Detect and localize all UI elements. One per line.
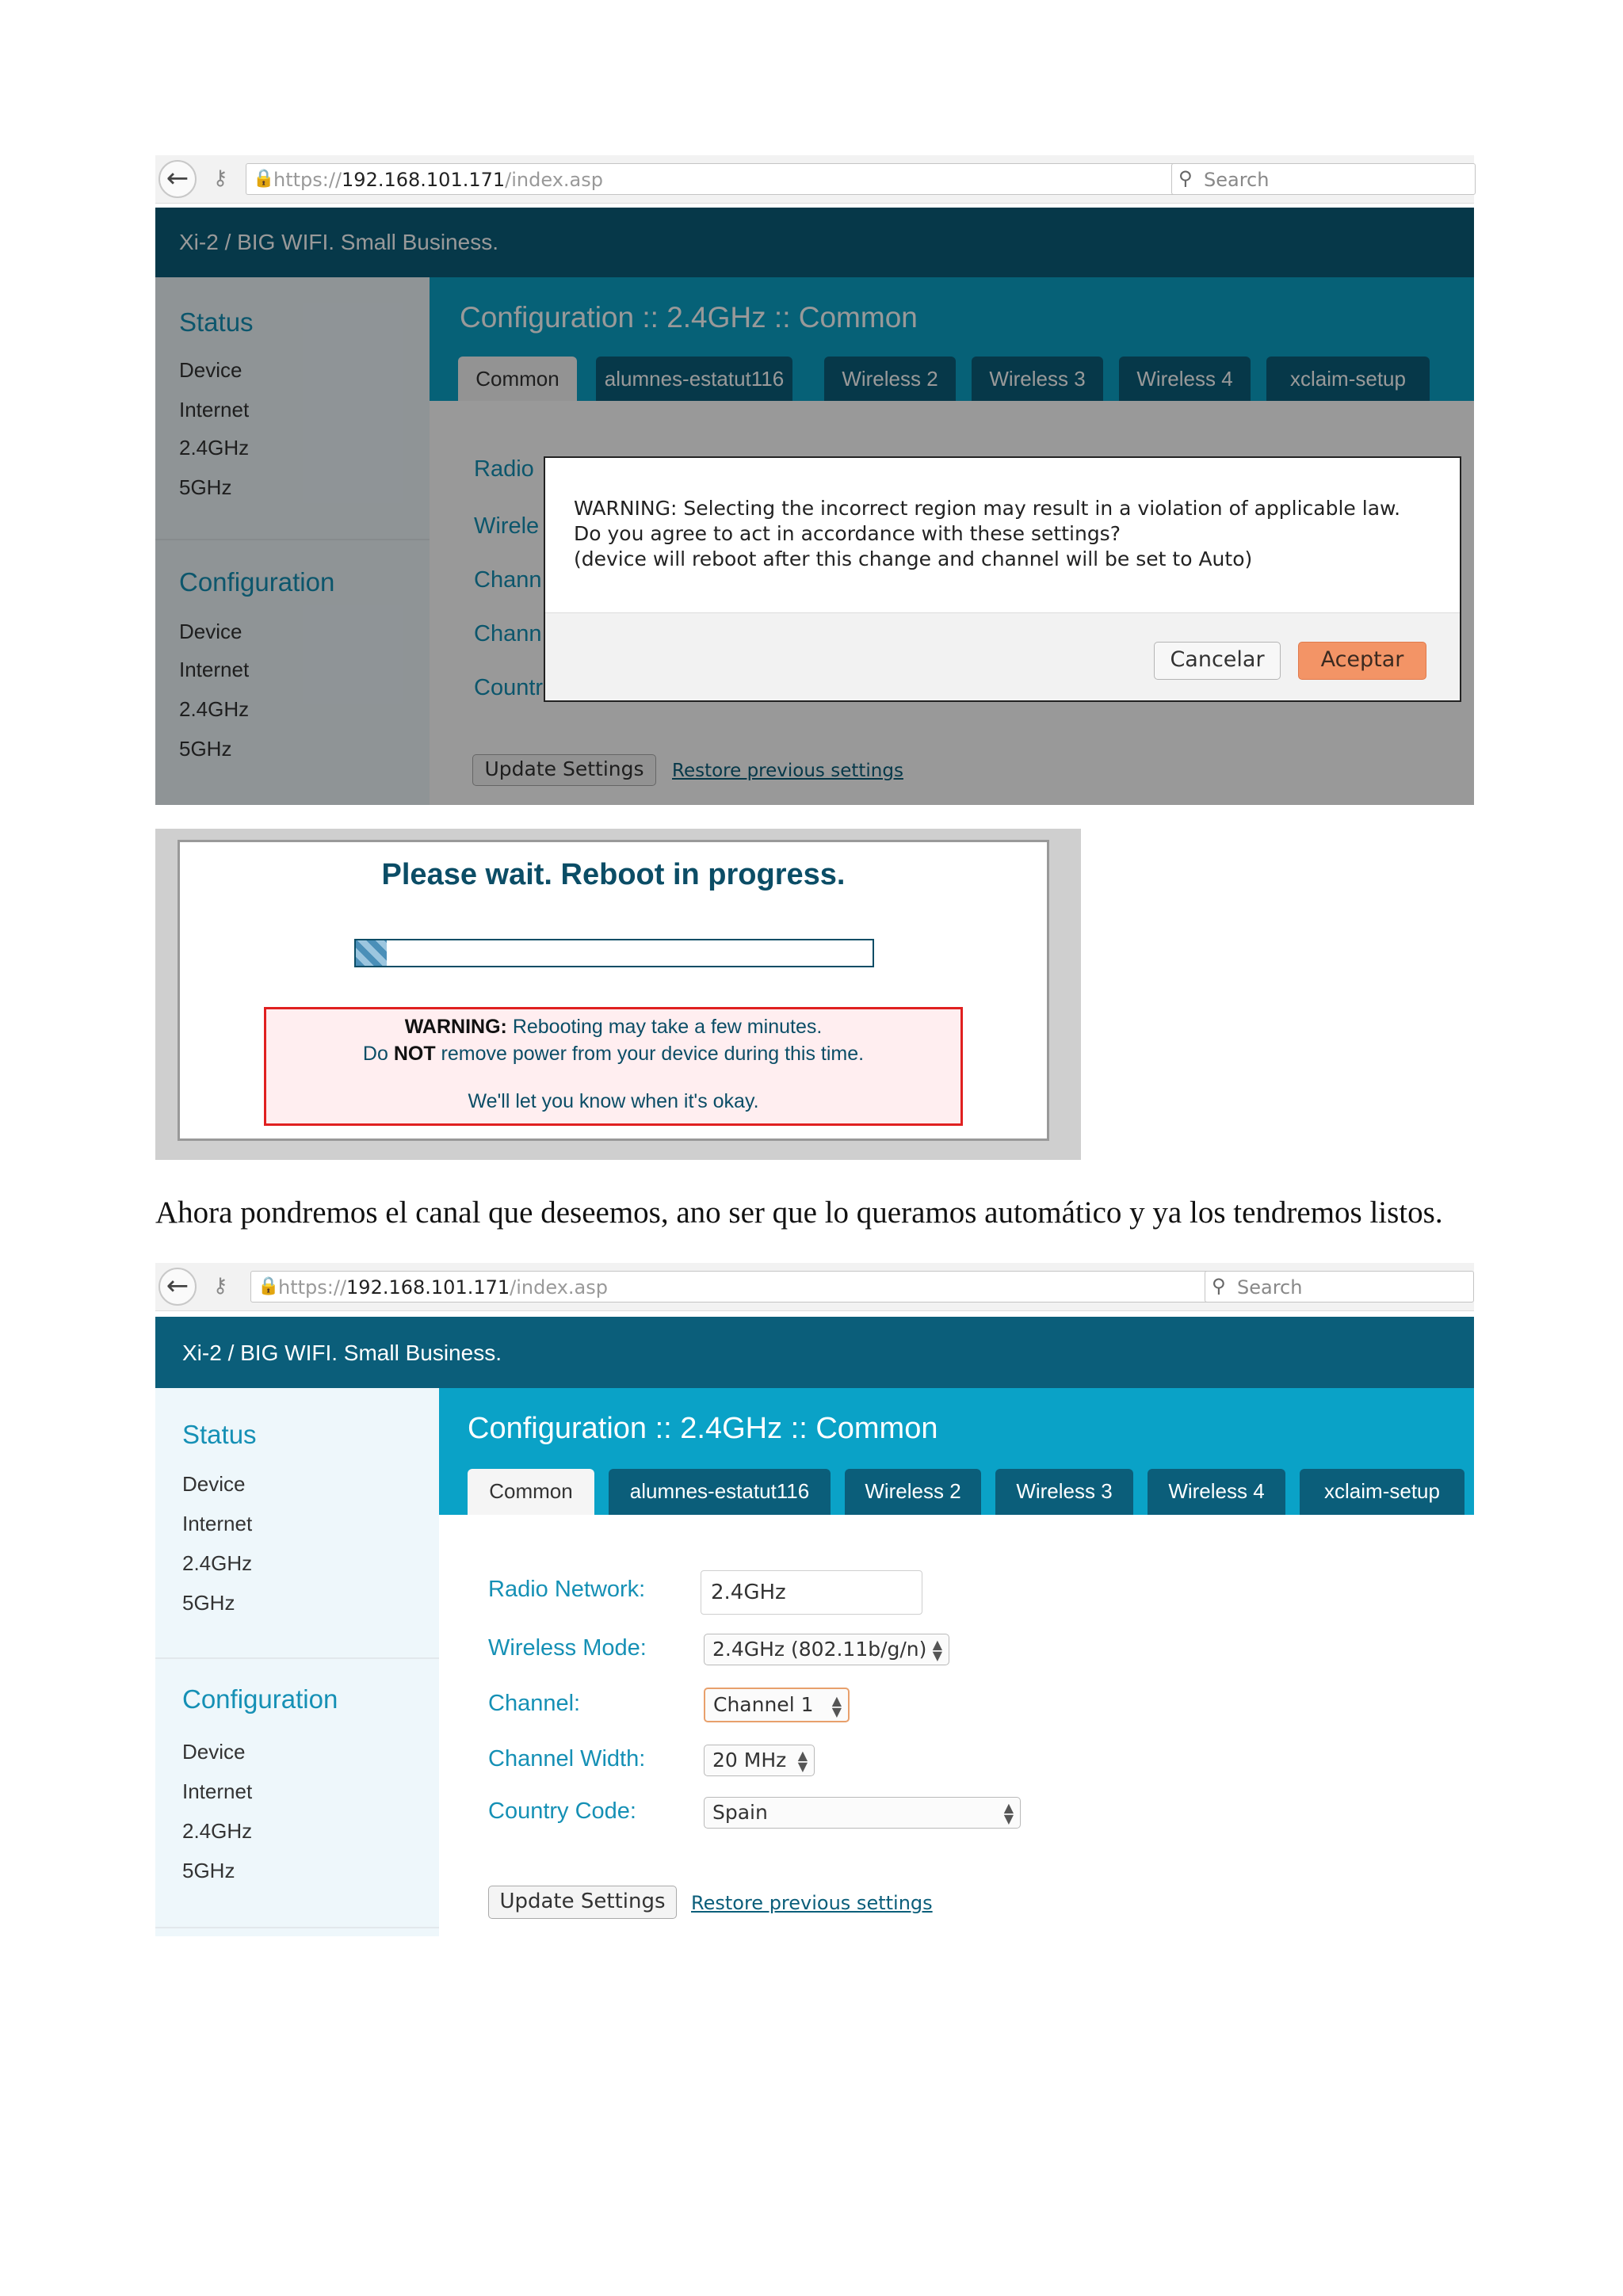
accept-button[interactable]: Aceptar (1298, 642, 1426, 680)
document-caption: Ahora pondremos el canal que deseemos, ano ser que lo queramos automático y ya los tendremos listos. (155, 1196, 1443, 1230)
sidebar-item-config-5ghz[interactable]: 5GHz (179, 737, 232, 761)
search-input: Search (1237, 1276, 1303, 1299)
sidebar-item-2-4ghz[interactable]: 2.4GHz (182, 1551, 253, 1575)
lock-icon: 🔒 (258, 1276, 280, 1296)
reboot-progress-bar (354, 939, 874, 967)
key-icon[interactable]: ⚷ (212, 1274, 228, 1298)
reboot-title: Please wait. Reboot in progress. (381, 858, 846, 891)
url-text: https://192.168.101.171/index.asp (273, 169, 603, 191)
wireless-mode-select[interactable] (704, 1634, 949, 1665)
dialog-line-1: WARNING: Selecting the incorrect region may result in a violation of applicable law. (574, 497, 1401, 520)
field-label-country: Countr (474, 675, 544, 700)
sidebar-item-config-2-4ghz[interactable]: 2.4GHz (182, 1819, 253, 1843)
sidebar-item-config-2-4ghz[interactable]: 2.4GHz (179, 697, 250, 721)
dialog-line-2: Do you agree to act in accordance with these settings? (574, 522, 1121, 545)
sidebar-item-config-device[interactable]: Device (179, 620, 242, 643)
key-icon[interactable]: ⚷ (212, 166, 228, 190)
restore-settings-link[interactable]: Restore previous settings (672, 761, 903, 781)
channel-select[interactable] (704, 1688, 850, 1722)
url-text: https://192.168.101.171/index.asp (278, 1276, 608, 1299)
sidebar (155, 1388, 439, 1936)
sidebar-heading-status: Status (179, 307, 254, 337)
field-label-channel: Chann (474, 567, 542, 593)
sidebar-heading-configuration: Configuration (179, 567, 335, 597)
dialog-footer (545, 612, 1460, 700)
sidebar-item-config-internet[interactable]: Internet (179, 658, 250, 681)
tab-wireless-2[interactable]: Wireless 2 (845, 1469, 981, 1515)
warning-line-1: WARNING: Rebooting may take a few minutes. (404, 1016, 823, 1038)
search-icon: ⚲ (1178, 167, 1193, 189)
tab-wireless-2[interactable]: Wireless 2 (824, 357, 956, 401)
page-title: Configuration :: 2.4GHz :: Common (468, 1412, 938, 1445)
field-label-channel-width: Chann (474, 621, 542, 646)
reboot-progress-fill (356, 940, 387, 966)
warning-line-2: Do NOT remove power from your device during this time. (362, 1043, 865, 1065)
select-arrows-icon: ▲ ▼ (1003, 1800, 1014, 1826)
sidebar-item-config-device[interactable]: Device (182, 1740, 246, 1764)
back-arrow-icon[interactable]: ← (158, 1268, 197, 1306)
wireless-mode-label: Wireless Mode: (488, 1635, 647, 1661)
select-arrows-icon: ▲ ▼ (797, 1748, 808, 1774)
wireless-mode-value: 2.4GHz (802.11b/g/n) (712, 1638, 927, 1661)
country-code-label: Country Code: (488, 1798, 636, 1824)
sidebar-item-device[interactable]: Device (182, 1472, 246, 1496)
select-arrows-icon: ▲ ▼ (932, 1637, 942, 1663)
reboot-warning-box (264, 1007, 963, 1126)
app-title: Xi-2 / BIG WIFI. Small Business. (182, 1341, 502, 1365)
tab-alumnes-estatut116[interactable]: alumnes-estatut116 (596, 357, 792, 401)
tab-wireless-3[interactable]: Wireless 3 (972, 357, 1103, 401)
sidebar-item-config-internet[interactable]: Internet (182, 1779, 253, 1803)
browser-toolbar (155, 155, 1474, 204)
region-warning-dialog (544, 456, 1461, 702)
tab-common[interactable]: Common (468, 1469, 594, 1515)
channel-label: Channel: (488, 1691, 581, 1716)
cancel-button[interactable]: Cancelar (1154, 642, 1281, 680)
sidebar-divider-bottom (155, 1927, 439, 1928)
tab-wireless-4[interactable]: Wireless 4 (1119, 357, 1251, 401)
radio-network-field[interactable]: 2.4GHz (701, 1570, 922, 1615)
radio-network-label: Radio Network: (488, 1577, 646, 1602)
url-bar[interactable] (250, 1271, 1339, 1302)
tab-xclaim-setup[interactable]: xclaim-setup (1300, 1469, 1465, 1515)
tab-xclaim-setup[interactable]: xclaim-setup (1266, 357, 1430, 401)
search-input: Search (1204, 169, 1270, 191)
search-icon: ⚲ (1212, 1275, 1226, 1297)
sidebar-heading-status: Status (182, 1420, 257, 1449)
sidebar-item-5ghz[interactable]: 5GHz (182, 1591, 235, 1615)
field-label-wireless: Wirele (474, 513, 540, 539)
country-code-value: Spain (712, 1801, 768, 1824)
config-form (439, 1515, 1474, 1936)
sidebar-item-2-4ghz[interactable]: 2.4GHz (179, 436, 250, 460)
lock-icon: 🔒 (253, 169, 275, 189)
tab-alumnes-estatut116[interactable]: alumnes-estatut116 (609, 1469, 831, 1515)
reboot-panel (155, 829, 1081, 1160)
dialog-line-3: (device will reboot after this change and channel will be set to Auto) (574, 547, 1253, 570)
browser-toolbar-2 (155, 1263, 1474, 1311)
update-settings-button[interactable]: Update Settings (488, 1886, 677, 1919)
channel-width-select[interactable] (704, 1745, 815, 1776)
channel-value: Channel 1 (713, 1693, 814, 1716)
sidebar-heading-configuration: Configuration (182, 1684, 338, 1714)
channel-width-value: 20 MHz (712, 1749, 787, 1772)
sidebar-item-config-5ghz[interactable]: 5GHz (182, 1859, 235, 1882)
select-arrows-icon: ▲ ▼ (831, 1693, 842, 1719)
restore-settings-link[interactable]: Restore previous settings (691, 1892, 933, 1914)
sidebar-divider (155, 1657, 439, 1659)
tab-wireless-4[interactable]: Wireless 4 (1148, 1469, 1285, 1515)
update-settings-button[interactable]: Update Settings (472, 754, 656, 786)
field-label-radio: Radio (474, 456, 534, 482)
country-code-select[interactable] (704, 1797, 1021, 1829)
tab-wireless-3[interactable]: Wireless 3 (995, 1469, 1133, 1515)
tab-common[interactable]: Common (458, 357, 577, 401)
search-box[interactable] (1171, 163, 1476, 195)
app-header (155, 1317, 1474, 1388)
app-title: Xi-2 / BIG WIFI. Small Business. (179, 230, 498, 254)
page-title: Configuration :: 2.4GHz :: Common (460, 301, 918, 334)
url-bar[interactable] (246, 163, 1304, 195)
back-arrow-icon[interactable]: ← (158, 160, 197, 198)
channel-width-label: Channel Width: (488, 1746, 646, 1772)
sidebar-item-internet[interactable]: Internet (179, 398, 250, 421)
search-box[interactable] (1205, 1271, 1474, 1302)
dialog-message (574, 496, 1400, 572)
sidebar-item-device[interactable]: Device (179, 358, 242, 382)
sidebar-item-5ghz[interactable]: 5GHz (179, 475, 232, 499)
config-header (439, 1388, 1474, 1515)
warning-line-3: We'll let you know when it's okay. (468, 1090, 759, 1112)
sidebar-item-internet[interactable]: Internet (182, 1512, 253, 1535)
reboot-panel-inner (178, 840, 1049, 1141)
